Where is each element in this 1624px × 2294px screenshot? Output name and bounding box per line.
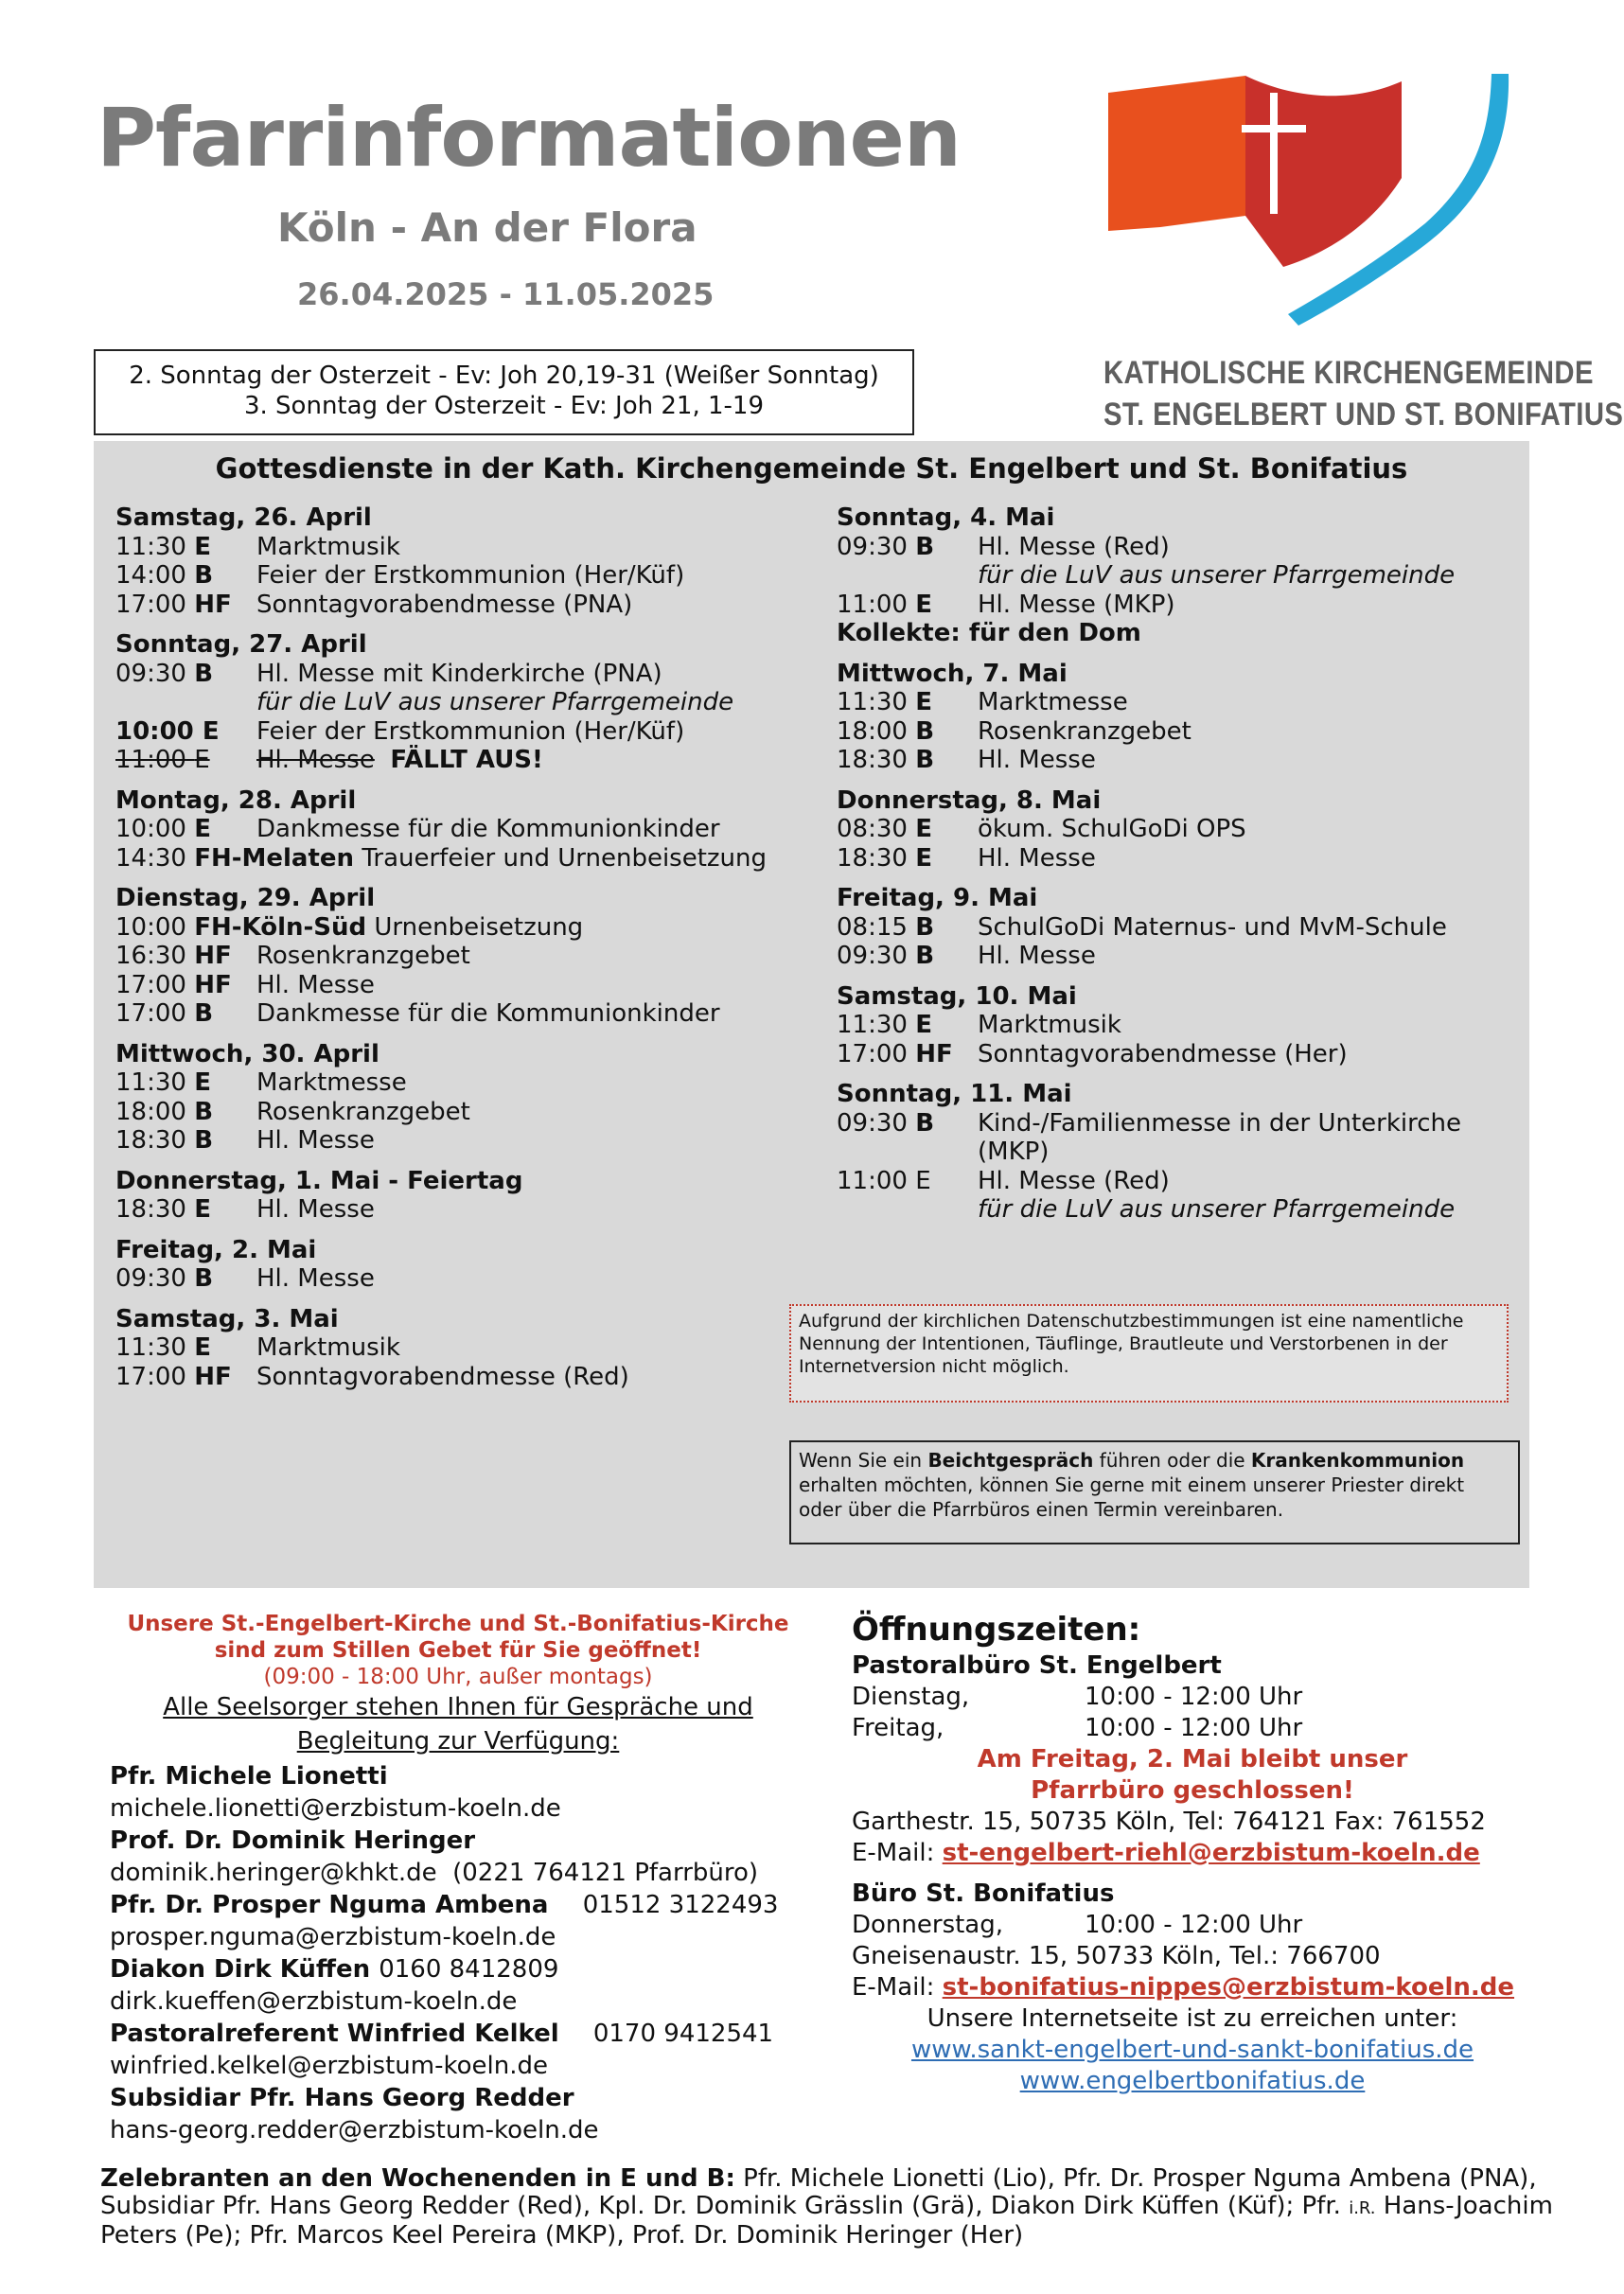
service-row: 08:15 B SchulGoDi Maternus- und MvM-Schule xyxy=(837,912,1447,942)
service-note: für die LuV aus unserer Pfarrgemeinde xyxy=(978,1195,1456,1224)
service-row: 18:30 E Hl. Messe xyxy=(115,1195,375,1224)
closure-notice: Am Freitag, 2. Mai bleibt unser xyxy=(977,1745,1408,1773)
pastor-email[interactable]: michele.lionetti@erzbistum-koeln.de xyxy=(110,1794,561,1823)
service-note: für die LuV aus unserer Pfarrgemeinde xyxy=(978,561,1456,590)
logo-orange-shape xyxy=(1108,76,1245,231)
logo-line-2: ST. ENGELBERT UND ST. BONIFATIUS xyxy=(1103,397,1624,432)
day-heading: Mittwoch, 7. Mai xyxy=(837,659,1068,688)
service-row: 09:30 B Hl. Messe xyxy=(837,942,1096,970)
logo-cross-horizontal xyxy=(1242,125,1306,132)
pastor-list xyxy=(110,1760,829,2146)
service-row: 16:30 HF Rosenkranzgebet xyxy=(115,942,470,970)
service-row: 18:00 B Rosenkranzgebet xyxy=(115,1097,470,1126)
day-heading: Montag, 28. April xyxy=(115,785,357,815)
service-row: 11:30 E Marktmusik xyxy=(115,1333,400,1362)
pastor-phone: 0170 9412541 xyxy=(592,2020,774,2048)
day-heading: Freitag, 9. Mai xyxy=(837,884,1038,912)
office-address: Garthestr. 15, 50735 Köln, Tel: 764121 Fax: 761552 xyxy=(852,1808,1486,1836)
service-row: 18:30 B Hl. Messe xyxy=(837,746,1096,774)
day-heading: Donnerstag, 8. Mai xyxy=(837,785,1102,815)
service-row: 14:00 B Feier der Erstkommunion (Her/Küf) xyxy=(115,561,685,590)
day-heading: Sonntag, 4. Mai xyxy=(837,503,1055,532)
day-heading: Samstag, 26. April xyxy=(115,503,372,532)
opening-hours: Öffnungszeiten: Pastoralbüro St. Engelbert Dienstag, 10:00 - 12:00 Uhr Freitag, 10:00 - 12:00 Uhr Am Freitag, 2. Mai bleibt unser Pfarrbüro geschlossen! Garthestr. 15, 50735 Köln, Tel: 764121 Fax: 761552 E-Mail: st-engelbert-riehl@erzbistum-koeln.de Büro St. Bonifatius Donnerstag, 10:00 - 12:00 Uhr Gneisenaustr. 15, 50733 Köln, Tel.: 766700 E-Mail: st-bonifatius-nippes@erzbistum-koeln.de Unsere Internetseite ist zu erreichen unter: www.sankt-engelbert-und-sankt-bonifatius.de www.engelbertbonifatius.de xyxy=(852,1609,1533,2097)
services-right-column xyxy=(837,503,1518,1225)
service-row: 08:30 E ökum. SchulGoDi OPS xyxy=(837,815,1246,843)
service-row: 09:30 B Hl. Messe (Red) xyxy=(837,532,1170,561)
pastor-email[interactable]: winfried.kelkel@erzbistum-koeln.de xyxy=(110,2052,548,2080)
pastor-email[interactable]: prosper.nguma@erzbistum-koeln.de xyxy=(110,1923,556,1951)
pastor-name: Pfr. Dr. Prosper Nguma Ambena xyxy=(110,1891,549,1919)
service-row: 17:00 HF Sonntagvorabendmesse (PNA) xyxy=(115,590,633,619)
website-link-1[interactable]: www.sankt-engelbert-und-sankt-bonifatius.de xyxy=(910,2036,1474,2064)
service-row: 11:00 E Hl. Messe (MKP) xyxy=(837,590,1175,619)
services-left-column xyxy=(115,503,778,1391)
day-heading: Samstag, 3. Mai xyxy=(115,1304,339,1333)
confession-notice: Wenn Sie ein Beichtgespräch führen oder die Krankenkommunion erhalten möchten, können Sie gerne mit einem unserer Priester direkt oder über die Pfarrbüros einen Termin vereinbaren. xyxy=(789,1440,1520,1544)
pastor-phone: 01512 3122493 xyxy=(582,1891,779,1919)
office-title: Pastoralbüro St. Engelbert xyxy=(852,1651,1222,1680)
logo-wordmark xyxy=(1103,352,1624,435)
opening-heading: Öffnungszeiten: xyxy=(852,1611,1141,1649)
logo-cross-vertical xyxy=(1270,93,1278,214)
service-row: 14:30 FH-Melaten Trauerfeier und Urnenbeisetzung xyxy=(115,843,768,873)
service-row: 10:00 FH-Köln-Süd Urnenbeisetzung xyxy=(115,912,584,942)
service-row: 09:30 B Hl. Messe mit Kinderkirche (PNA) xyxy=(115,659,662,688)
pastor-phone: 0160 8412809 xyxy=(379,1955,559,1984)
pastor-phone: (0221 764121 Pfarrbüro) xyxy=(452,1859,759,1887)
pastor-name: Subsidiar Pfr. Hans Georg Redder xyxy=(110,2084,574,2112)
date-range: 26.04.2025 - 11.05.2025 xyxy=(297,276,715,312)
closure-notice: Pfarrbüro geschlossen! xyxy=(1031,1776,1354,1805)
website-intro: Unsere Internetseite ist zu erreichen unter: xyxy=(927,2004,1458,2033)
website-link-2[interactable]: www.engelbertbonifatius.de xyxy=(1019,2067,1366,2095)
day-heading: Sonntag, 27. April xyxy=(115,630,367,659)
service-row: 18:00 B Rosenkranzgebet xyxy=(837,716,1192,746)
day-heading: Freitag, 2. Mai xyxy=(115,1235,317,1264)
page-title: Pfarrinformationen xyxy=(97,91,962,185)
day-heading: Samstag, 10. Mai xyxy=(837,981,1077,1011)
service-row: 11:30 E Marktmusik xyxy=(837,1011,1121,1039)
service-row: 11:00 E Hl. Messe (Red) xyxy=(837,1166,1170,1195)
cancelled-service-row: 11:00 E Hl. Messe FÄLLT AUS! xyxy=(115,746,543,774)
pastor-name: Prof. Dr. Dominik Heringer xyxy=(110,1826,476,1855)
privacy-notice: Aufgrund der kirchlichen Datenschutzbestimmungen ist eine namentliche Nennung der Intentionen, Täuflinge, Brautleute und Verstorbenen in der Internetversion nicht möglich. xyxy=(789,1304,1509,1403)
service-row: 18:30 B Hl. Messe xyxy=(115,1126,375,1155)
pastor-name: Pastoralreferent Winfried Kelkel xyxy=(110,2020,559,2048)
service-row: 11:30 E Marktmesse xyxy=(115,1068,407,1097)
day-heading: Donnerstag, 1. Mai - Feiertag xyxy=(115,1166,523,1195)
service-row: 10:00 E Dankmesse für die Kommunionkinder xyxy=(115,815,720,843)
office-email-link[interactable]: st-engelbert-riehl@erzbistum-koeln.de xyxy=(942,1839,1480,1867)
day-heading: Sonntag, 11. Mai xyxy=(837,1080,1072,1108)
collection-note: Kollekte: für den Dom xyxy=(837,619,1141,647)
gospel-line-2: 3. Sonntag der Osterzeit - Ev: Joh 21, 1-19 xyxy=(243,392,764,420)
page-subtitle: Köln - An der Flora xyxy=(277,204,697,251)
logo-red-shape xyxy=(1245,76,1402,267)
gospel-line-1: 2. Sonntag der Osterzeit - Ev: Joh 20,19-31 (Weißer Sonntag) xyxy=(129,362,879,390)
pastor-name: Pfr. Michele Lionetti xyxy=(110,1762,388,1791)
pastor-name: Diakon Dirk Küffen xyxy=(110,1955,371,1984)
office-address: Gneisenaustr. 15, 50733 Köln, Tel.: 766700 xyxy=(852,1942,1381,1970)
service-row: 17:00 HF Sonntagvorabendmesse (Red) xyxy=(115,1362,629,1391)
churches-open-notice: Unsere St.-Engelbert-Kirche und St.-Bonifatius-Kirche sind zum Stillen Gebet für Sie geöffnet! (09:00 - 18:00 Uhr, außer montags) Alle Seelsorger stehen Ihnen für Gespräche und Begleitung zur Verfügung: xyxy=(127,1612,789,1756)
service-row: 18:30 E Hl. Messe xyxy=(837,843,1096,873)
celebrants-footer: Zelebranten an den Wochenenden in E und B: Pfr. Michele Lionetti (Lio), Pfr. Dr. Prosper Nguma Ambena (PNA), Subsidiar Pfr. Hans Georg Redder (Red), Kpl. Dr. Dominik Grässlin (Grä), Diakon Dirk Küffen (Küf); Pfr. i.R. Hans-Joachim Peters (Pe); Pfr. Marcos Keel Pereira (MKP), Prof. Dr. Dominik Heringer (Her) xyxy=(100,2164,1553,2250)
service-row: 11:30 E Marktmusik xyxy=(115,532,400,561)
logo-line-1: KATHOLISCHE KIRCHENGEMEINDE xyxy=(1103,355,1594,391)
service-row: 11:30 E Marktmesse xyxy=(837,688,1128,716)
day-heading: Dienstag, 29. April xyxy=(115,884,376,912)
service-row: 17:00 HF Sonntagvorabendmesse (Her) xyxy=(837,1039,1348,1068)
services-title: Gottesdienste in der Kath. Kirchengemeinde St. Engelbert und St. Bonifatius xyxy=(215,452,1408,485)
pastor-email[interactable]: dirk.kueffen@erzbistum-koeln.de xyxy=(110,1987,518,2016)
service-note: für die LuV aus unserer Pfarrgemeinde xyxy=(256,688,734,716)
service-row: 17:00 HF Hl. Messe xyxy=(115,970,375,999)
service-row: 10:00 E Feier der Erstkommunion (Her/Küf) xyxy=(115,716,685,746)
office-email-link[interactable]: st-bonifatius-nippes@erzbistum-koeln.de xyxy=(942,1973,1515,2002)
parish-logo xyxy=(1103,72,1548,346)
pastor-email[interactable]: hans-georg.redder@erzbistum-koeln.de xyxy=(110,2116,599,2144)
service-row: 09:30 B Hl. Messe xyxy=(115,1264,375,1293)
gospel-box xyxy=(94,349,914,435)
service-row: 09:30 B Kind-/Familienmesse in der Unterkirche (MKP) xyxy=(837,1108,1462,1166)
pastor-email[interactable]: dominik.heringer@khkt.de xyxy=(110,1859,437,1887)
service-row: 17:00 B Dankmesse für die Kommunionkinder xyxy=(115,999,720,1028)
cancelled-label: FÄLLT AUS! xyxy=(390,746,543,774)
day-heading: Mittwoch, 30. April xyxy=(115,1039,380,1068)
office-title: Büro St. Bonifatius xyxy=(852,1879,1115,1908)
